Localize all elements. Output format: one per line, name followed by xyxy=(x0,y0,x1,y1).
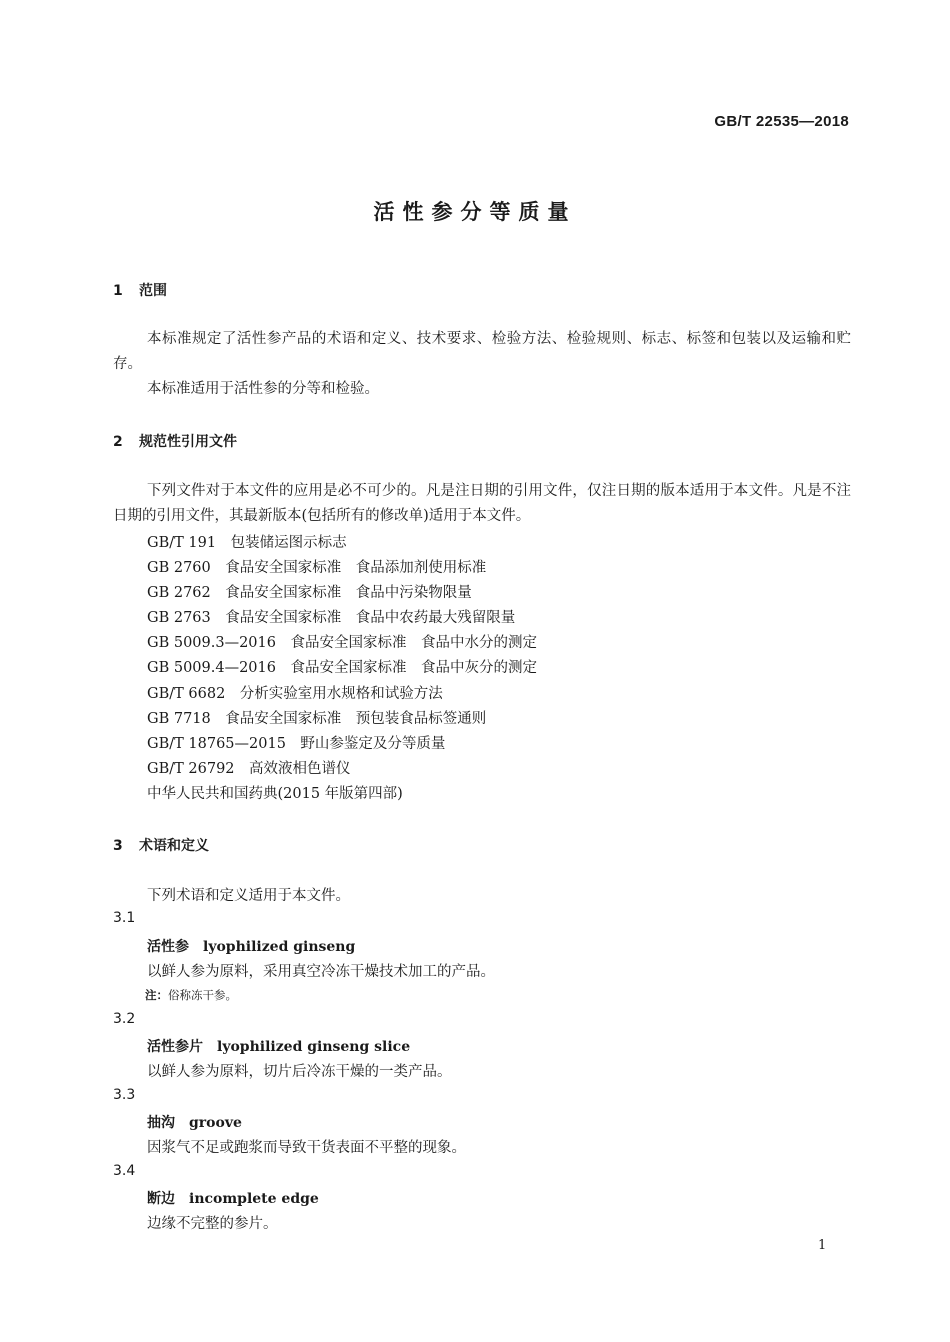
reference-item: GB/T 6682 分析实验室用水规格和试验方法 xyxy=(147,686,443,702)
section-title: 术语和定义 xyxy=(139,838,209,854)
reference-item: GB/T 18765—2015 野山参鉴定及分等质量 xyxy=(147,736,446,752)
term-heading: 抽沟 groove xyxy=(147,1115,242,1131)
section-heading-normative-references xyxy=(113,431,237,451)
term-heading: 活性参 lyophilized ginseng xyxy=(147,939,356,955)
term-definition: 边缘不完整的参片。 xyxy=(147,1216,278,1232)
section-number: 3 xyxy=(113,838,123,854)
subsection-number: 3.2 xyxy=(113,1011,136,1027)
document-title: 活性参分等质量 xyxy=(373,200,577,224)
section-title: 范围 xyxy=(139,283,167,299)
term-definition: 以鲜人参为原料，采用真空冷冻干燥技术加工的产品。 xyxy=(147,964,495,980)
reference-item: GB/T 191 包装储运图示标志 xyxy=(147,535,347,551)
reference-item: GB 7718 食品安全国家标准 预包装食品标签通则 xyxy=(147,711,487,727)
reference-item: 中华人民共和国药典(2015 年版第四部) xyxy=(147,786,403,802)
paragraph: 本标准适用于活性参的分等和检验。 xyxy=(147,381,379,397)
reference-item: GB 2762 食品安全国家标准 食品中污染物限量 xyxy=(147,585,472,601)
term-heading: 断边 incomplete edge xyxy=(147,1191,319,1207)
reference-item: GB 2763 食品安全国家标准 食品中农药最大残留限量 xyxy=(147,610,516,626)
section-title: 规范性引用文件 xyxy=(139,434,237,450)
page-number: 1 xyxy=(818,1238,827,1253)
subsection-number: 3.1 xyxy=(113,910,136,926)
reference-item: GB 5009.3—2016 食品安全国家标准 食品中水分的测定 xyxy=(147,635,537,651)
subsection-number: 3.3 xyxy=(113,1087,136,1103)
term-definition: 以鲜人参为原料，切片后冷冻干燥的一类产品。 xyxy=(147,1064,452,1080)
term-note xyxy=(145,987,237,1003)
reference-item: GB 2760 食品安全国家标准 食品添加剂使用标准 xyxy=(147,560,487,576)
paragraph: 下列文件对于本文件的应用是必不可少的。凡是注日期的引用文件，仅注日期的版本适用于本文件。凡是不注日期的引用文件，其最新版本(包括所有的修改单)适用于本文件。 xyxy=(113,483,851,524)
section-number: 2 xyxy=(113,434,123,450)
note-text: 俗称冻干参。 xyxy=(168,988,237,1002)
paragraph: 本标准规定了活性参产品的术语和定义、技术要求、检验方法、检验规则、标志、标签和包装以及运输和贮存。 xyxy=(113,331,851,372)
reference-item: GB 5009.4—2016 食品安全国家标准 食品中灰分的测定 xyxy=(147,660,537,676)
section-number: 1 xyxy=(113,283,123,299)
reference-item: GB/T 26792 高效液相色谱仪 xyxy=(147,761,351,777)
standard-code: GB/T 22535—2018 xyxy=(714,113,849,130)
note-label: 注： xyxy=(145,988,168,1002)
paragraph: 下列术语和定义适用于本文件。 xyxy=(147,888,350,904)
subsection-number: 3.4 xyxy=(113,1163,136,1179)
term-definition: 因浆气不足或跑浆而导致干货表面不平整的现象。 xyxy=(147,1140,466,1156)
section-heading-terms-definitions xyxy=(113,835,209,855)
term-heading: 活性参片 lyophilized ginseng slice xyxy=(147,1039,411,1055)
section-heading-scope xyxy=(113,280,167,300)
